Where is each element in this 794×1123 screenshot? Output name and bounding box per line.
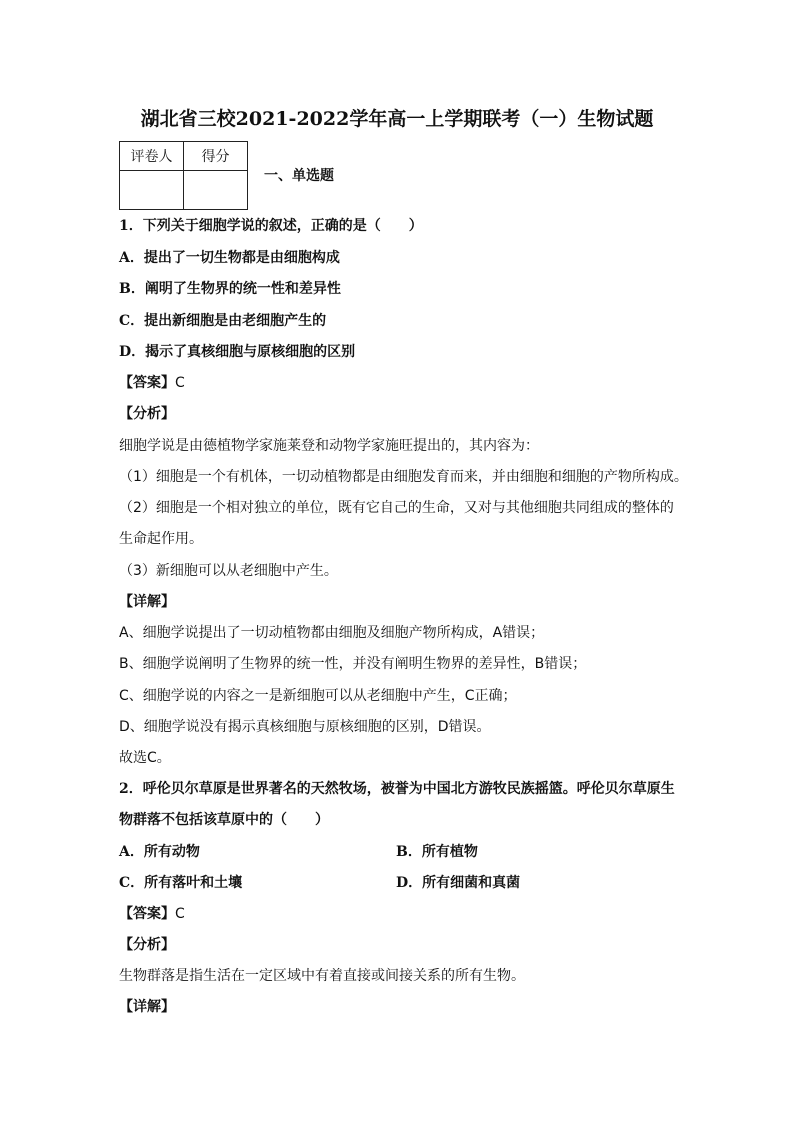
q1-option-d: D．揭示了真核细胞与原核细胞的区别	[119, 344, 356, 360]
q2-analysis-line: 生物群落是指生活在一定区域中有着直接或间接关系的所有生物。	[119, 968, 525, 984]
q1-analysis-line: （3）新细胞可以从老细胞中产生。	[119, 563, 338, 579]
score-cell	[184, 171, 248, 210]
q2-detail-label: 【详解】	[119, 999, 175, 1015]
question-1-stem: 1．下列关于细胞学说的叙述，正确的是（ ）	[119, 218, 423, 234]
q2-option-d: D．所有细菌和真菌	[396, 875, 521, 891]
q1-analysis-line: 生命起作用。	[119, 531, 203, 547]
q2-analysis-label: 【分析】	[119, 937, 175, 953]
q2-answer	[119, 904, 185, 924]
section-heading: 一、单选题	[264, 168, 334, 184]
q1-answer	[119, 373, 185, 393]
grader-header: 评卷人	[120, 142, 184, 171]
question-2-stem-cont: 物群落不包括该草原中的（ ）	[119, 812, 329, 828]
grader-cell	[120, 171, 184, 210]
q1-detail-line: A、细胞学说提出了一切动植物都由细胞及细胞产物所构成，A错误；	[119, 625, 545, 641]
score-header: 得分	[184, 142, 248, 171]
q1-analysis-line: （1）细胞是一个有机体，一切动植物都是由细胞发育而来，并由细胞和细胞的产物所构成。	[119, 469, 688, 485]
q1-analysis-label: 【分析】	[119, 406, 175, 422]
question-2-stem: 2．呼伦贝尔草原是世界著名的天然牧场，被誉为中国北方游牧民族摇篮。呼伦贝尔草原生	[119, 781, 675, 797]
q1-detail-line: C、细胞学说的内容之一是新细胞可以从老细胞中产生，C正确；	[119, 688, 517, 704]
score-table	[119, 141, 248, 210]
q1-detail-line: D、细胞学说没有揭示真核细胞与原核细胞的区别，D错误。	[119, 719, 491, 735]
answer-label: 【答案】	[119, 906, 175, 922]
q2-option-a: A．所有动物	[119, 844, 200, 860]
q1-analysis-line: （2）细胞是一个相对独立的单位，既有它自己的生命，又对与其他细胞共同组成的整体的	[119, 500, 674, 516]
q1-detail-label: 【详解】	[119, 594, 175, 610]
q1-option-b: B．阐明了生物界的统一性和差异性	[119, 281, 341, 297]
q2-option-c: C．所有落叶和土壤	[119, 875, 243, 891]
answer-value: C	[175, 906, 185, 922]
q1-detail-line: 故选C。	[119, 750, 171, 766]
answer-label: 【答案】	[119, 375, 175, 391]
page-title: 湖北省三校2021-2022学年高一上学期联考（一）生物试题	[140, 108, 654, 130]
q2-option-b: B．所有植物	[396, 844, 478, 860]
answer-value: C	[175, 375, 185, 391]
q1-analysis-line: 细胞学说是由德植物学家施莱登和动物学家施旺提出的，其内容为：	[119, 438, 539, 454]
q1-detail-line: B、细胞学说阐明了生物界的统一性，并没有阐明生物界的差异性，B错误；	[119, 656, 587, 672]
q1-option-a: A．提出了一切生物都是由细胞构成	[119, 250, 340, 266]
q1-option-c: C．提出新细胞是由老细胞产生的	[119, 313, 327, 329]
